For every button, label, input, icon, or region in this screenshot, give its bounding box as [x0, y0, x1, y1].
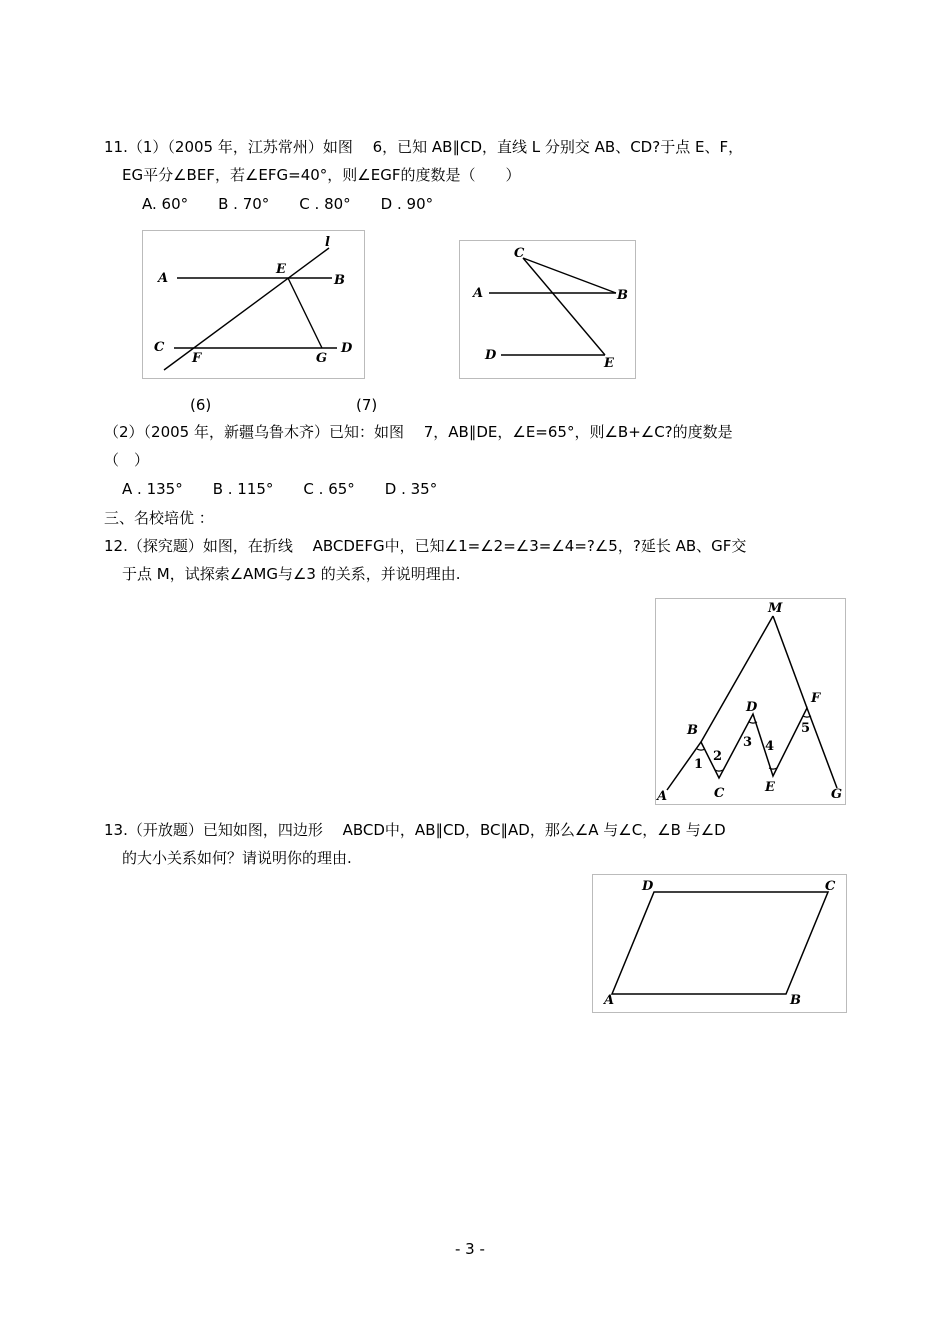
- fig6-label-d: D: [341, 341, 353, 356]
- fig12-angle-2: 2: [713, 749, 723, 764]
- fig7-label-a: A: [473, 286, 484, 301]
- q13-line2: 的大小关系如何？请说明你的理由.: [122, 849, 352, 867]
- fig12-label-c: C: [714, 786, 725, 801]
- fig6-label-c: C: [154, 340, 165, 355]
- fig12-label-e: E: [765, 780, 775, 795]
- fig12-angle-1: 1: [694, 757, 704, 772]
- fig12-label-f: F: [811, 691, 821, 706]
- q11-part2-line2: （ ）: [104, 451, 150, 469]
- fig6-label-g: G: [316, 351, 328, 366]
- fig6-label-l: l: [325, 235, 330, 250]
- q11-line2: EG平分∠BEF，若∠EFG=40°，则∠EGF的度数是（ ）: [122, 166, 521, 184]
- q11-options: A. 60° B . 70° C . 80° D . 90°: [142, 195, 434, 213]
- fig12-angle-4: 4: [765, 739, 775, 754]
- fig6-label-a: A: [158, 271, 169, 286]
- fig13-label-d: D: [642, 879, 654, 894]
- q12-line2: 于点 M，试探索∠AMG与∠3 的关系，并说明理由.: [122, 565, 461, 583]
- figure-13: [592, 874, 848, 1014]
- fig12-label-a: A: [657, 789, 668, 804]
- figure-7: [459, 240, 637, 380]
- fig12-label-b: B: [687, 723, 698, 738]
- fig6-label-e: E: [276, 262, 286, 277]
- fig13-label-a: A: [604, 993, 615, 1008]
- figure-6: [142, 230, 367, 380]
- fig7-label-e: E: [604, 356, 614, 371]
- fig7-label-b: B: [617, 288, 628, 303]
- figure-6-caption: (6): [190, 396, 212, 414]
- fig12-label-m: M: [768, 601, 783, 616]
- q11-line1: 11.（1）（2005 年，江苏常州）如图 6，已知 AB∥CD，直线 L 分别交 AB、CD?于点 E、F，: [104, 138, 744, 156]
- fig12-angle-5: 5: [801, 721, 811, 736]
- fig12-angle-3: 3: [743, 735, 753, 750]
- fig7-label-d: D: [485, 348, 497, 363]
- q12-line1: 12.（探究题）如图，在折线 ABCDEFG中，已知∠1=∠2=∠3=∠4=?∠5，?延长 AB、GF交: [104, 537, 747, 555]
- figure-7-caption: (7): [356, 396, 378, 414]
- fig6-label-b: B: [334, 273, 345, 288]
- page-number: - 3 -: [455, 1240, 485, 1258]
- q13-line1: 13.（开放题）已知如图，四边形 ABCD中，AB∥CD，BC∥AD，那么∠A 与∠C，∠B 与∠D: [104, 821, 726, 839]
- fig13-label-c: C: [825, 879, 836, 894]
- q11-part2-line1: （2）（2005 年，新疆乌鲁木齐）已知：如图 7，AB∥DE，∠E=65°，则∠B+∠C?的度数是: [104, 423, 733, 441]
- figure-12: [655, 598, 847, 806]
- fig13-label-b: B: [790, 993, 801, 1008]
- section-3-heading: 三、名校培优 ：: [104, 509, 214, 527]
- fig12-label-g: G: [831, 787, 843, 802]
- q11-part2-options: A . 135° B . 115° C . 65° D . 35°: [122, 480, 438, 498]
- fig6-label-f: F: [192, 351, 202, 366]
- fig7-label-c: C: [514, 246, 525, 261]
- fig12-label-d: D: [746, 700, 758, 715]
